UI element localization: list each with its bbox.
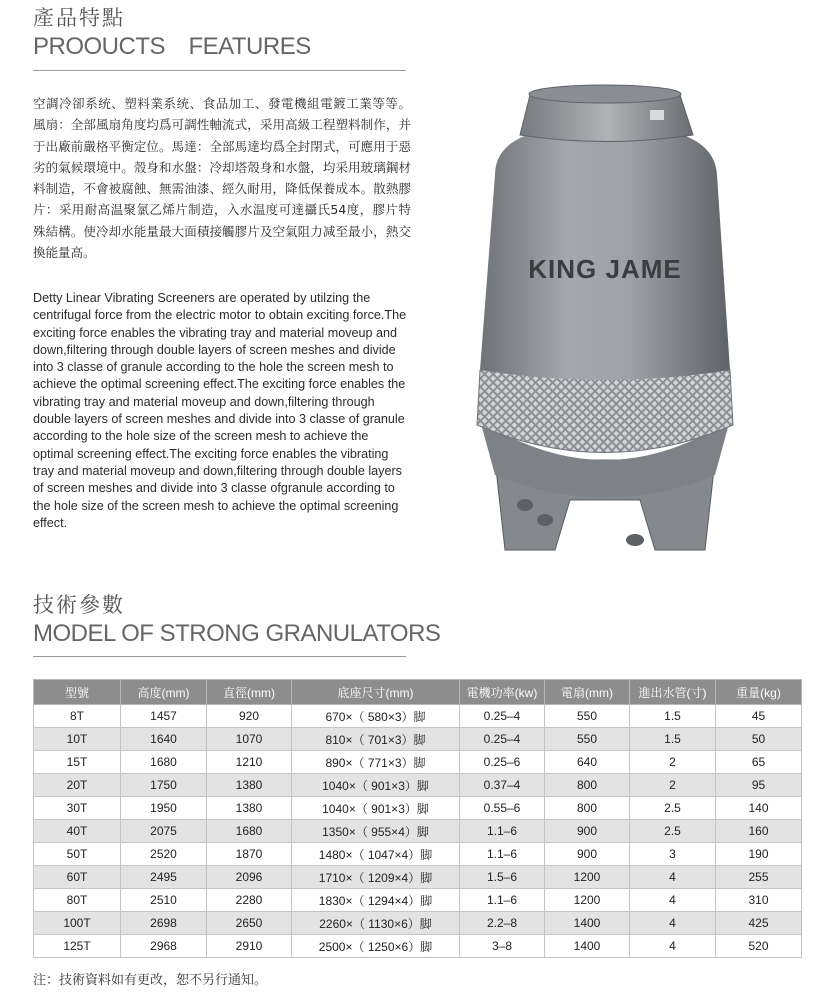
specs-title-en: MODEL OF STRONG GRANULATORS	[33, 620, 441, 647]
table-cell: 2096	[207, 866, 292, 889]
table-row	[34, 820, 802, 843]
table-cell: 1640	[121, 728, 207, 751]
table-cell: 550	[545, 728, 630, 751]
table-cell: 3	[630, 843, 716, 866]
table-cell: 1830×（ 1294×4）脚	[292, 889, 460, 912]
table-cell: 50	[716, 728, 802, 751]
column-header: 電機功率(kw)	[460, 680, 545, 705]
table-cell: 4	[630, 912, 716, 935]
table-row	[34, 774, 802, 797]
table-cell: 65	[716, 751, 802, 774]
features-title-en: PROOUCTS FEATURES	[33, 33, 311, 60]
table-row	[34, 935, 802, 958]
table-cell: 1.5–6	[460, 866, 545, 889]
column-header: 型號	[34, 680, 121, 705]
table-cell: 4	[630, 935, 716, 958]
table-cell: 2.5	[630, 820, 716, 843]
table-row	[34, 889, 802, 912]
table-cell: 2260×（ 1130×6）脚	[292, 912, 460, 935]
table-cell: 1040×（ 901×3）脚	[292, 797, 460, 820]
table-cell: 0.25–4	[460, 705, 545, 728]
table-cell: 0.55–6	[460, 797, 545, 820]
table-cell: 810×（ 701×3）脚	[292, 728, 460, 751]
features-heading	[33, 8, 311, 59]
table-cell: 900	[545, 843, 630, 866]
table-cell: 30T	[34, 797, 121, 820]
table-cell: 1.5	[630, 728, 716, 751]
table-row	[34, 912, 802, 935]
table-cell: 1870	[207, 843, 292, 866]
features-title-zh: 產品特點	[33, 6, 125, 30]
table-cell: 0.37–4	[460, 774, 545, 797]
table-cell: 2520	[121, 843, 207, 866]
table-cell: 0.25–4	[460, 728, 545, 751]
table-cell: 1.1–6	[460, 820, 545, 843]
table-cell: 670×（ 580×3）脚	[292, 705, 460, 728]
footnote: 注：技術資料如有更改，恕不另行通知。	[33, 973, 268, 988]
table-cell: 140	[716, 797, 802, 820]
specs-divider	[33, 656, 406, 657]
table-cell: 8T	[34, 705, 121, 728]
table-cell: 45	[716, 705, 802, 728]
table-cell: 40T	[34, 820, 121, 843]
table-row	[34, 866, 802, 889]
table-cell: 1.5	[630, 705, 716, 728]
table-cell: 1040×（ 901×3）脚	[292, 774, 460, 797]
table-cell: 2.5	[630, 797, 716, 820]
specs-table	[33, 679, 802, 958]
table-cell: 640	[545, 751, 630, 774]
table-cell: 1950	[121, 797, 207, 820]
column-header: 電扇(mm)	[545, 680, 630, 705]
table-cell: 1457	[121, 705, 207, 728]
features-divider	[33, 70, 406, 71]
table-row	[34, 705, 802, 728]
table-cell: 2968	[121, 935, 207, 958]
table-header-row	[34, 680, 802, 705]
column-header: 高度(mm)	[121, 680, 207, 705]
table-cell: 190	[716, 843, 802, 866]
table-cell: 50T	[34, 843, 121, 866]
table-cell: 2698	[121, 912, 207, 935]
table-cell: 1710×（ 1209×4）脚	[292, 866, 460, 889]
table-cell: 2280	[207, 889, 292, 912]
table-cell: 10T	[34, 728, 121, 751]
table-cell: 1.1–6	[460, 889, 545, 912]
specs-table-body	[34, 705, 802, 958]
column-header: 重量(kg)	[716, 680, 802, 705]
table-row	[34, 751, 802, 774]
table-cell: 1680	[207, 820, 292, 843]
table-cell: 1070	[207, 728, 292, 751]
table-cell: 2	[630, 751, 716, 774]
table-cell: 1750	[121, 774, 207, 797]
table-cell: 95	[716, 774, 802, 797]
table-row	[34, 843, 802, 866]
table-cell: 3–8	[460, 935, 545, 958]
table-cell: 1680	[121, 751, 207, 774]
table-cell: 2	[630, 774, 716, 797]
table-cell: 520	[716, 935, 802, 958]
table-cell: 1400	[545, 912, 630, 935]
table-row	[34, 728, 802, 751]
table-cell: 100T	[34, 912, 121, 935]
specs-title-zh: 技術參數	[33, 593, 125, 617]
table-cell: 2910	[207, 935, 292, 958]
table-cell: 310	[716, 889, 802, 912]
table-cell: 1210	[207, 751, 292, 774]
table-cell: 920	[207, 705, 292, 728]
cooling-tower-image	[455, 80, 755, 560]
table-cell: 160	[716, 820, 802, 843]
table-cell: 1400	[545, 935, 630, 958]
table-cell: 1480×（ 1047×4）脚	[292, 843, 460, 866]
table-cell: 2075	[121, 820, 207, 843]
table-cell: 2510	[121, 889, 207, 912]
table-cell: 0.25–6	[460, 751, 545, 774]
table-cell: 890×（ 771×3）脚	[292, 751, 460, 774]
table-cell: 60T	[34, 866, 121, 889]
table-cell: 425	[716, 912, 802, 935]
table-cell: 1380	[207, 797, 292, 820]
table-cell: 1.1–6	[460, 843, 545, 866]
table-cell: 125T	[34, 935, 121, 958]
table-row	[34, 797, 802, 820]
brand-logo: KING JAME	[528, 254, 682, 284]
table-cell: 800	[545, 774, 630, 797]
table-cell: 20T	[34, 774, 121, 797]
specs-heading	[33, 595, 440, 646]
table-cell: 255	[716, 866, 802, 889]
table-cell: 2650	[207, 912, 292, 935]
table-cell: 1200	[545, 889, 630, 912]
table-cell: 4	[630, 889, 716, 912]
features-description-en: Detty Linear Vibrating Screeners are operated by utilzing the centrifugal force from the electric motor to obtain exciting force.The exciting force enables the vibrating tray and material moveup and down,filtering through double layers of screen meshes and divide into 3 classe of granule according to the hole the screen mesh to achieve the optimal screening effect.The exciting force enables the vibrating tray and material moveup and down,filtering through double layers of screen meshes and divide into 3 classe of granule according to the hole size of the screen mesh to achieve the optimal screening effect.The exciting force enables the vibrating tray and material moveup and down,filtering through double layers of screen meshes and divide into 3 classe ofgranule according to the hole size of the screen mesh to achieve the optimal screening effect.	[33, 291, 407, 530]
features-description-zh: 空調冷卻系统、塑料業系统、食品加工、發電機組電鍍工業等等。 風扇：全部風扇角度均爲可調性軸流式，采用高級工程塑料制作，并于出廠前嚴格平衡定位。馬達：全部馬達均爲全封閉式，可應用于惡劣的氣候環境中。殼身和水盤：冷却塔殼身和水盤，均采用玻璃鋼材料制造，不會被腐蝕、無需油漆、經久耐用，降低保養成本。散熱膠片：采用耐高温聚氯乙烯片制造，入水温度可達攝氏54度，膠片特殊結構。使冷却水能量最大面積接觸膠片及空氣阻力减至最小，熱交換能量高。	[33, 96, 411, 261]
column-header: 底座尺寸(mm)	[292, 680, 460, 705]
table-cell: 800	[545, 797, 630, 820]
table-cell: 15T	[34, 751, 121, 774]
table-cell: 2495	[121, 866, 207, 889]
table-cell: 900	[545, 820, 630, 843]
table-cell: 2500×（ 1250×6）脚	[292, 935, 460, 958]
column-header: 進出水管(寸)	[630, 680, 716, 705]
table-cell: 80T	[34, 889, 121, 912]
table-cell: 1380	[207, 774, 292, 797]
nameplate-icon	[650, 110, 664, 120]
table-cell: 4	[630, 866, 716, 889]
table-cell: 1200	[545, 866, 630, 889]
table-cell: 2.2–8	[460, 912, 545, 935]
table-cell: 1350×（ 955×4）脚	[292, 820, 460, 843]
table-cell: 550	[545, 705, 630, 728]
column-header: 直徑(mm)	[207, 680, 292, 705]
